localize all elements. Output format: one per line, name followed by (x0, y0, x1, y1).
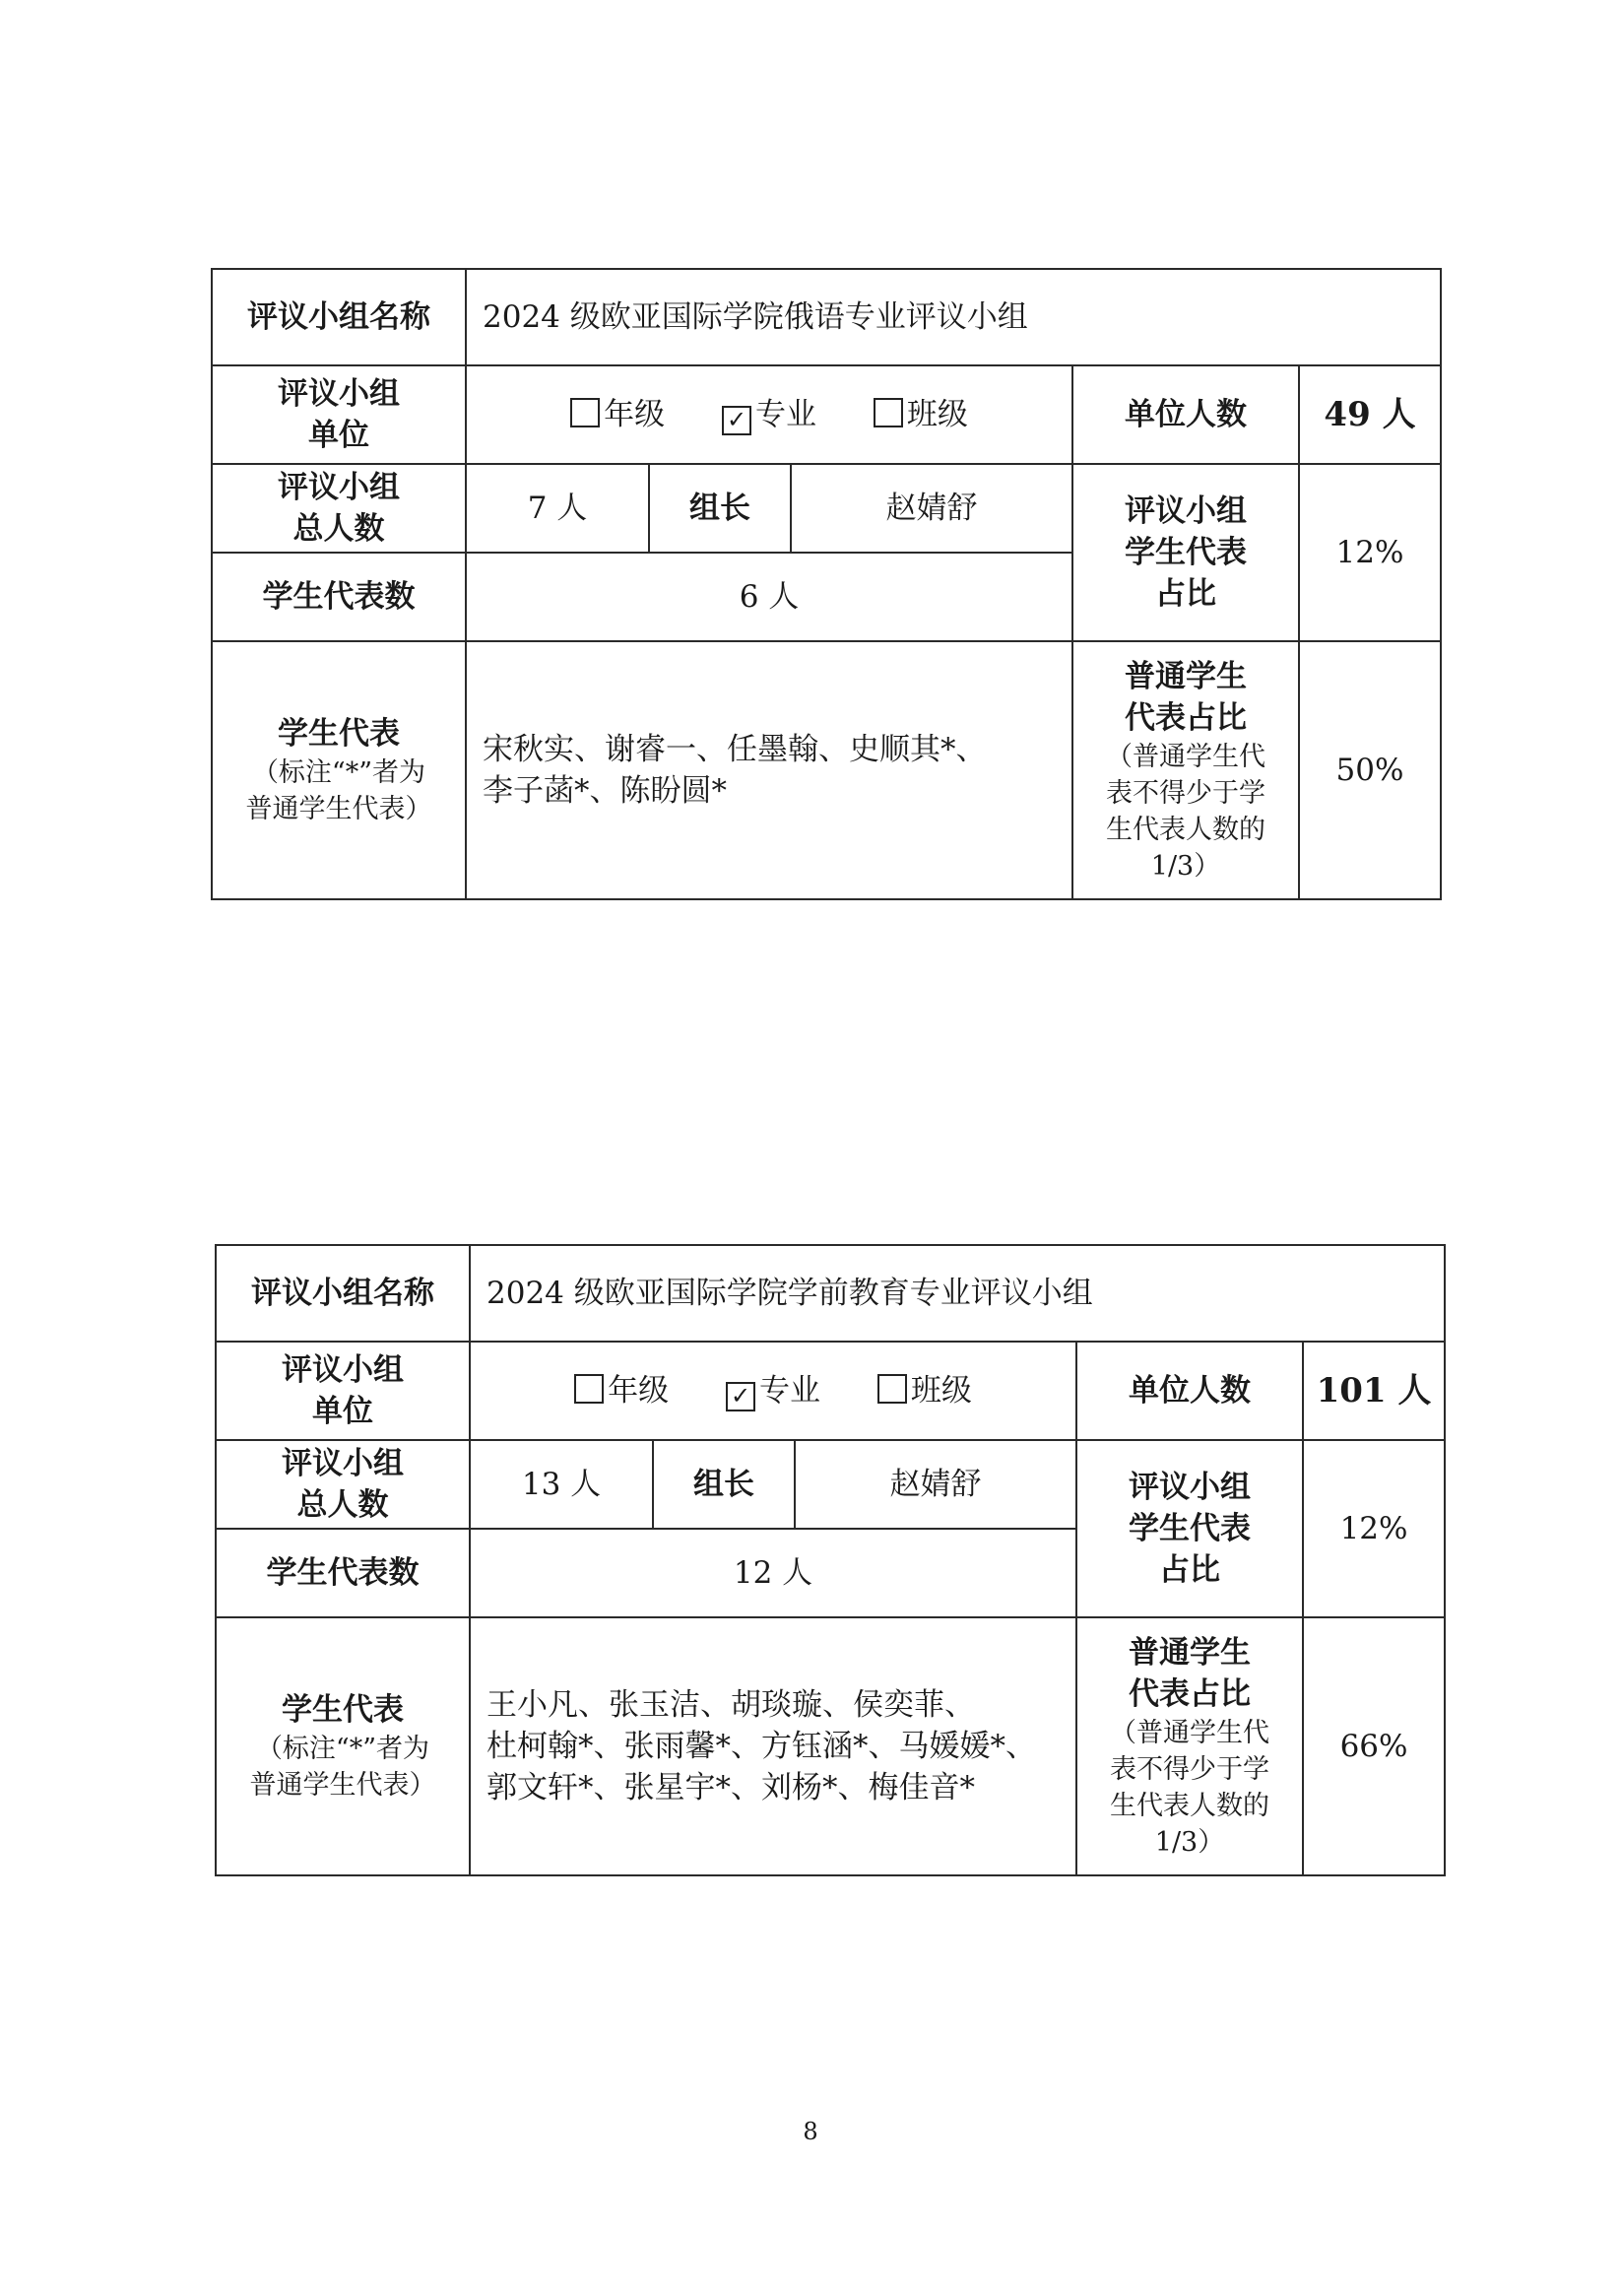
group-name-value: 2024 级欧亚国际学院学前教育专业评议小组 (470, 1245, 1445, 1342)
normal-note-line: 1/3） (1154, 1827, 1225, 1858)
reps-line: 郭文轩*、张星宇*、刘杨*、梅佳音* (486, 1770, 975, 1805)
reps-label (216, 1617, 470, 1875)
leader-value: 赵婧舒 (791, 464, 1072, 553)
rep-count-label: 学生代表数 (216, 1529, 470, 1617)
reps-label-title: 学生代表 (278, 716, 400, 752)
total-value: 7 人 (466, 464, 649, 553)
normal-note-line: 生代表人数的 (1110, 1791, 1269, 1821)
rep-count-value: 6 人 (466, 553, 1072, 641)
rep-count-label: 学生代表数 (212, 553, 466, 641)
total-label-line: 评议小组 (282, 1446, 404, 1481)
unit-count-value: 49 人 (1299, 365, 1441, 464)
group-unit-label-line: 评议小组 (278, 376, 400, 412)
option-class-label: 班级 (910, 1373, 972, 1409)
unit-options (466, 365, 1072, 464)
normal-ratio-label-line: 普通学生 (1125, 659, 1247, 694)
reps-value (470, 1617, 1076, 1875)
reps-note-line: 普通学生代表） (245, 794, 432, 824)
total-label-line: 评议小组 (278, 470, 400, 505)
total-label-line: 总人数 (292, 511, 385, 547)
review-table-1 (211, 268, 1442, 900)
reps-note-line: （标注“*”者为 (251, 757, 426, 788)
option-major-label: 专业 (755, 397, 816, 432)
checkbox-class[interactable] (877, 1374, 907, 1404)
checkbox-grade[interactable] (574, 1374, 604, 1404)
reps-line: 李子菡*、陈盼圆* (483, 773, 727, 809)
option-major[interactable] (726, 1370, 820, 1411)
rep-count-value: 12 人 (470, 1529, 1076, 1617)
rep-ratio-label (1072, 464, 1299, 641)
option-major[interactable] (722, 394, 816, 435)
leader-value: 赵婧舒 (795, 1440, 1076, 1529)
total-value: 13 人 (470, 1440, 653, 1529)
reps-line: 杜柯翰*、张雨馨*、方钰涵*、马媛媛*、 (486, 1729, 1036, 1764)
group-name-value: 2024 级欧亚国际学院俄语专业评议小组 (466, 269, 1441, 365)
rep-ratio-value: 12% (1299, 464, 1441, 641)
normal-note-line: （普通学生代 (1106, 742, 1265, 772)
group-unit-label-line: 单位 (312, 1394, 373, 1429)
normal-ratio-label (1072, 641, 1299, 899)
total-label (212, 464, 466, 553)
option-grade[interactable] (570, 394, 665, 435)
reps-note-line: 普通学生代表） (249, 1770, 436, 1801)
option-grade-label: 年级 (604, 397, 666, 432)
unit-options (470, 1342, 1076, 1440)
normal-note-line: 表不得少于学 (1110, 1754, 1269, 1785)
normal-ratio-value: 66% (1303, 1617, 1445, 1875)
rep-ratio-label-line: 学生代表 (1125, 535, 1247, 570)
normal-note-line: 生代表人数的 (1106, 815, 1265, 845)
rep-ratio-label (1076, 1440, 1303, 1617)
option-grade-label: 年级 (608, 1373, 670, 1409)
rep-ratio-value: 12% (1303, 1440, 1445, 1617)
group-unit-label (212, 365, 466, 464)
normal-ratio-label (1076, 1617, 1303, 1875)
reps-label-title: 学生代表 (282, 1692, 404, 1728)
reps-label (212, 641, 466, 899)
leader-label: 组长 (653, 1440, 795, 1529)
checkbox-grade[interactable] (570, 398, 600, 427)
checkbox-class[interactable] (874, 398, 903, 427)
option-major-label: 专业 (759, 1373, 820, 1409)
unit-count-label: 单位人数 (1072, 365, 1299, 464)
checkbox-major[interactable]: ✓ (722, 406, 751, 435)
option-class[interactable] (874, 394, 968, 435)
reps-value (466, 641, 1072, 899)
normal-note-line: 1/3） (1150, 851, 1221, 882)
rep-ratio-label-line: 学生代表 (1129, 1511, 1251, 1546)
group-unit-label (216, 1342, 470, 1440)
normal-ratio-value: 50% (1299, 641, 1441, 899)
option-class-label: 班级 (906, 397, 968, 432)
option-grade[interactable] (574, 1370, 669, 1411)
checkbox-major[interactable]: ✓ (726, 1382, 755, 1411)
page-number: 8 (803, 2118, 818, 2145)
unit-count-value: 101 人 (1303, 1342, 1445, 1440)
group-name-label: 评议小组名称 (216, 1245, 470, 1342)
total-label-line: 总人数 (296, 1487, 389, 1523)
reps-note-line: （标注“*”者为 (255, 1734, 430, 1764)
option-class[interactable] (877, 1370, 972, 1411)
normal-ratio-label-line: 代表占比 (1129, 1676, 1251, 1712)
group-name-label: 评议小组名称 (212, 269, 466, 365)
total-label (216, 1440, 470, 1529)
normal-ratio-label-line: 代表占比 (1125, 700, 1247, 736)
rep-ratio-label-line: 评议小组 (1129, 1470, 1251, 1505)
normal-note-line: （普通学生代 (1110, 1718, 1269, 1748)
rep-ratio-label-line: 占比 (1155, 576, 1216, 612)
normal-note-line: 表不得少于学 (1106, 778, 1265, 809)
leader-label: 组长 (649, 464, 791, 553)
reps-line: 王小凡、张玉洁、胡琰璇、侯奕菲、 (486, 1687, 975, 1723)
reps-line: 宋秋实、谢睿一、任墨翰、史顺其*、 (483, 732, 987, 767)
review-table-2 (215, 1244, 1446, 1876)
normal-ratio-label-line: 普通学生 (1129, 1635, 1251, 1671)
group-unit-label-line: 单位 (308, 418, 369, 453)
rep-ratio-label-line: 占比 (1159, 1552, 1220, 1588)
rep-ratio-label-line: 评议小组 (1125, 493, 1247, 529)
unit-count-label: 单位人数 (1076, 1342, 1303, 1440)
group-unit-label-line: 评议小组 (282, 1352, 404, 1388)
